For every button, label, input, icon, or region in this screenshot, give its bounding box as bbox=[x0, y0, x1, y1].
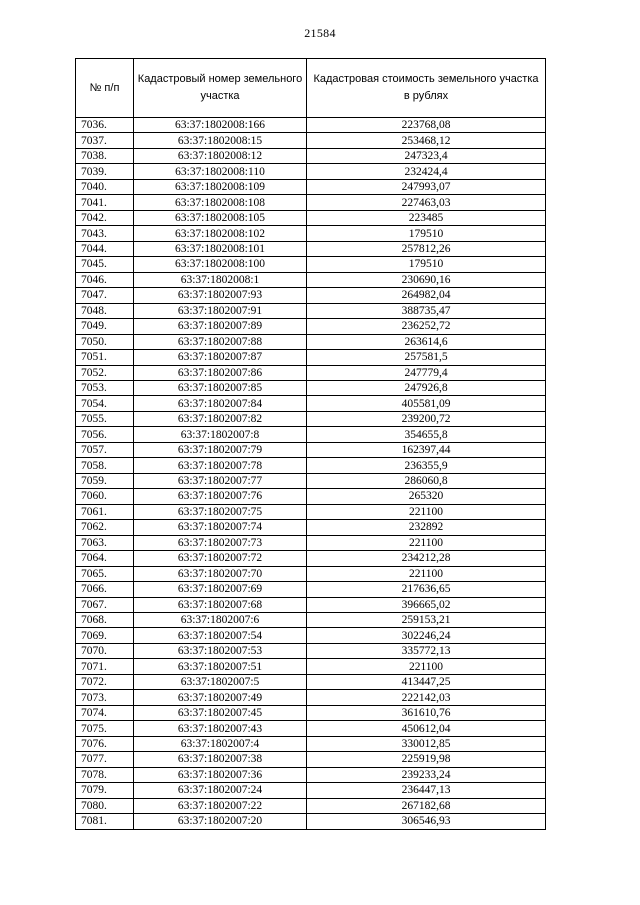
table-row bbox=[76, 814, 546, 829]
cadastral-number-cell: 63:37:1802007:36 bbox=[134, 767, 307, 782]
cadastral-number-cell: 63:37:1802007:70 bbox=[134, 566, 307, 581]
row-number-cell: 7068. bbox=[76, 613, 134, 628]
table-row bbox=[76, 334, 546, 349]
cadastral-value-cell: 265320 bbox=[307, 489, 546, 504]
row-number-cell: 7036. bbox=[76, 118, 134, 133]
table-row bbox=[76, 396, 546, 411]
cadastral-number-cell: 63:37:1802008:108 bbox=[134, 195, 307, 210]
row-number-cell: 7059. bbox=[76, 473, 134, 488]
row-number-cell: 7063. bbox=[76, 535, 134, 550]
cadastral-value-cell: 247926,8 bbox=[307, 380, 546, 395]
row-number-cell: 7072. bbox=[76, 674, 134, 689]
row-number-cell: 7044. bbox=[76, 241, 134, 256]
table-row bbox=[76, 535, 546, 550]
row-number-cell: 7046. bbox=[76, 272, 134, 287]
cadastral-number-cell: 63:37:1802007:53 bbox=[134, 643, 307, 658]
table-row bbox=[76, 613, 546, 628]
row-number-cell: 7065. bbox=[76, 566, 134, 581]
row-number-cell: 7076. bbox=[76, 736, 134, 751]
row-number-cell: 7077. bbox=[76, 752, 134, 767]
row-number-cell: 7051. bbox=[76, 350, 134, 365]
table-row bbox=[76, 767, 546, 782]
cadastral-value-cell: 388735,47 bbox=[307, 303, 546, 318]
cadastral-number-cell: 63:37:1802007:45 bbox=[134, 705, 307, 720]
cadastral-value-cell: 413447,25 bbox=[307, 674, 546, 689]
row-number-cell: 7062. bbox=[76, 520, 134, 535]
cadastral-number-cell: 63:37:1802007:72 bbox=[134, 551, 307, 566]
row-number-cell: 7064. bbox=[76, 551, 134, 566]
cadastral-value-cell: 236355,9 bbox=[307, 458, 546, 473]
table-row bbox=[76, 226, 546, 241]
cadastral-value-cell: 221100 bbox=[307, 504, 546, 519]
row-number-cell: 7075. bbox=[76, 721, 134, 736]
cadastral-value-cell: 232424,4 bbox=[307, 164, 546, 179]
cadastral-number-cell: 63:37:1802007:6 bbox=[134, 613, 307, 628]
cadastral-value-cell: 239200,72 bbox=[307, 411, 546, 426]
table-row bbox=[76, 133, 546, 148]
cadastral-value-cell: 179510 bbox=[307, 257, 546, 272]
cadastral-value-cell: 335772,13 bbox=[307, 643, 546, 658]
cadastral-number-cell: 63:37:1802007:75 bbox=[134, 504, 307, 519]
cadastral-value-cell: 221100 bbox=[307, 566, 546, 581]
cadastral-value-cell: 234212,28 bbox=[307, 551, 546, 566]
cadastral-number-cell: 63:37:1802008:15 bbox=[134, 133, 307, 148]
cadastral-value-cell: 405581,09 bbox=[307, 396, 546, 411]
cadastral-value-cell: 264982,04 bbox=[307, 288, 546, 303]
header-cadastral-value: Кадастровая стоимость земельного участка в рублях bbox=[307, 59, 546, 118]
cadastral-value-cell: 259153,21 bbox=[307, 613, 546, 628]
cadastral-number-cell: 63:37:1802007:93 bbox=[134, 288, 307, 303]
cadastral-value-cell: 223768,08 bbox=[307, 118, 546, 133]
cadastral-value-cell: 247323,4 bbox=[307, 148, 546, 163]
cadastral-value-cell: 257581,5 bbox=[307, 350, 546, 365]
cadastral-value-cell: 236447,13 bbox=[307, 783, 546, 798]
cadastral-number-cell: 63:37:1802007:82 bbox=[134, 411, 307, 426]
table-header bbox=[76, 59, 546, 118]
row-number-cell: 7081. bbox=[76, 814, 134, 829]
cadastral-value-cell: 263614,6 bbox=[307, 334, 546, 349]
cadastral-value-cell: 217636,65 bbox=[307, 582, 546, 597]
row-number-cell: 7040. bbox=[76, 179, 134, 194]
row-number-cell: 7058. bbox=[76, 458, 134, 473]
cadastral-number-cell: 63:37:1802008:110 bbox=[134, 164, 307, 179]
row-number-cell: 7074. bbox=[76, 705, 134, 720]
table-row bbox=[76, 798, 546, 813]
row-number-cell: 7067. bbox=[76, 597, 134, 612]
cadastral-number-cell: 63:37:1802007:49 bbox=[134, 690, 307, 705]
cadastral-value-cell: 302246,24 bbox=[307, 628, 546, 643]
row-number-cell: 7038. bbox=[76, 148, 134, 163]
table-row bbox=[76, 752, 546, 767]
cadastral-value-cell: 232892 bbox=[307, 520, 546, 535]
table-row bbox=[76, 736, 546, 751]
cadastral-number-cell: 63:37:1802007:51 bbox=[134, 659, 307, 674]
row-number-cell: 7069. bbox=[76, 628, 134, 643]
cadastral-value-cell: 450612,04 bbox=[307, 721, 546, 736]
table-row bbox=[76, 690, 546, 705]
row-number-cell: 7041. bbox=[76, 195, 134, 210]
row-number-cell: 7055. bbox=[76, 411, 134, 426]
cadastral-value-cell: 221100 bbox=[307, 659, 546, 674]
row-number-cell: 7073. bbox=[76, 690, 134, 705]
row-number-cell: 7060. bbox=[76, 489, 134, 504]
cadastral-value-cell: 247993,07 bbox=[307, 179, 546, 194]
cadastral-number-cell: 63:37:1802007:54 bbox=[134, 628, 307, 643]
row-number-cell: 7048. bbox=[76, 303, 134, 318]
table-row bbox=[76, 241, 546, 256]
row-number-cell: 7066. bbox=[76, 582, 134, 597]
row-number-cell: 7056. bbox=[76, 427, 134, 442]
table-row bbox=[76, 551, 546, 566]
table-row bbox=[76, 257, 546, 272]
row-number-cell: 7061. bbox=[76, 504, 134, 519]
row-number-cell: 7079. bbox=[76, 783, 134, 798]
table-row bbox=[76, 365, 546, 380]
cadastral-value-cell: 179510 bbox=[307, 226, 546, 241]
cadastral-number-cell: 63:37:1802007:77 bbox=[134, 473, 307, 488]
cadastral-value-cell: 227463,03 bbox=[307, 195, 546, 210]
cadastral-value-cell: 247779,4 bbox=[307, 365, 546, 380]
cadastral-number-cell: 63:37:1802007:8 bbox=[134, 427, 307, 442]
table-row bbox=[76, 597, 546, 612]
cadastral-number-cell: 63:37:1802008:101 bbox=[134, 241, 307, 256]
cadastral-value-cell: 354655,8 bbox=[307, 427, 546, 442]
table-row bbox=[76, 380, 546, 395]
cadastral-value-cell: 267182,68 bbox=[307, 798, 546, 813]
cadastral-number-cell: 63:37:1802008:105 bbox=[134, 210, 307, 225]
table-row bbox=[76, 520, 546, 535]
cadastral-number-cell: 63:37:1802008:109 bbox=[134, 179, 307, 194]
row-number-cell: 7049. bbox=[76, 319, 134, 334]
table-row bbox=[76, 288, 546, 303]
table-row bbox=[76, 566, 546, 581]
cadastral-value-cell: 286060,8 bbox=[307, 473, 546, 488]
header-row bbox=[76, 59, 546, 118]
cadastral-value-cell: 230690,16 bbox=[307, 272, 546, 287]
row-number-cell: 7037. bbox=[76, 133, 134, 148]
cadastral-number-cell: 63:37:1802007:73 bbox=[134, 535, 307, 550]
row-number-cell: 7039. bbox=[76, 164, 134, 179]
cadastral-number-cell: 63:37:1802008:166 bbox=[134, 118, 307, 133]
cadastral-value-cell: 253468,12 bbox=[307, 133, 546, 148]
row-number-cell: 7071. bbox=[76, 659, 134, 674]
cadastral-number-cell: 63:37:1802007:69 bbox=[134, 582, 307, 597]
row-number-cell: 7054. bbox=[76, 396, 134, 411]
table-row bbox=[76, 504, 546, 519]
table-row bbox=[76, 164, 546, 179]
table-row bbox=[76, 674, 546, 689]
table-row bbox=[76, 582, 546, 597]
cadastral-number-cell: 63:37:1802007:68 bbox=[134, 597, 307, 612]
cadastral-number-cell: 63:37:1802007:91 bbox=[134, 303, 307, 318]
table-row bbox=[76, 210, 546, 225]
table-row bbox=[76, 195, 546, 210]
cadastral-number-cell: 63:37:1802007:24 bbox=[134, 783, 307, 798]
cadastral-number-cell: 63:37:1802007:20 bbox=[134, 814, 307, 829]
table-row bbox=[76, 118, 546, 133]
table-row bbox=[76, 427, 546, 442]
cadastral-number-cell: 63:37:1802007:43 bbox=[134, 721, 307, 736]
table-row bbox=[76, 350, 546, 365]
row-number-cell: 7050. bbox=[76, 334, 134, 349]
row-number-cell: 7043. bbox=[76, 226, 134, 241]
table-row bbox=[76, 148, 546, 163]
table-row bbox=[76, 473, 546, 488]
row-number-cell: 7078. bbox=[76, 767, 134, 782]
table-row bbox=[76, 628, 546, 643]
cadastral-value-cell: 162397,44 bbox=[307, 442, 546, 457]
row-number-cell: 7080. bbox=[76, 798, 134, 813]
table-row bbox=[76, 442, 546, 457]
cadastral-value-cell: 221100 bbox=[307, 535, 546, 550]
table-body bbox=[76, 118, 546, 830]
cadastral-number-cell: 63:37:1802007:76 bbox=[134, 489, 307, 504]
cadastral-value-cell: 239233,24 bbox=[307, 767, 546, 782]
cadastral-number-cell: 63:37:1802007:4 bbox=[134, 736, 307, 751]
row-number-cell: 7052. bbox=[76, 365, 134, 380]
cadastral-value-cell: 361610,76 bbox=[307, 705, 546, 720]
row-number-cell: 7045. bbox=[76, 257, 134, 272]
table-row bbox=[76, 721, 546, 736]
table-row bbox=[76, 272, 546, 287]
cadastral-value-cell: 222142,03 bbox=[307, 690, 546, 705]
cadastral-value-cell: 396665,02 bbox=[307, 597, 546, 612]
page-number: 21584 bbox=[304, 26, 336, 40]
cadastral-number-cell: 63:37:1802008:12 bbox=[134, 148, 307, 163]
table-row bbox=[76, 179, 546, 194]
cadastral-value-table bbox=[75, 58, 546, 830]
row-number-cell: 7047. bbox=[76, 288, 134, 303]
row-number-cell: 7053. bbox=[76, 380, 134, 395]
table-row bbox=[76, 705, 546, 720]
table-row bbox=[76, 659, 546, 674]
cadastral-number-cell: 63:37:1802007:85 bbox=[134, 380, 307, 395]
cadastral-number-cell: 63:37:1802007:86 bbox=[134, 365, 307, 380]
cadastral-number-cell: 63:37:1802007:79 bbox=[134, 442, 307, 457]
cadastral-number-cell: 63:37:1802007:87 bbox=[134, 350, 307, 365]
table-row bbox=[76, 783, 546, 798]
cadastral-number-cell: 63:37:1802007:5 bbox=[134, 674, 307, 689]
cadastral-number-cell: 63:37:1802007:89 bbox=[134, 319, 307, 334]
table-row bbox=[76, 643, 546, 658]
cadastral-number-cell: 63:37:1802007:38 bbox=[134, 752, 307, 767]
cadastral-number-cell: 63:37:1802007:84 bbox=[134, 396, 307, 411]
cadastral-number-cell: 63:37:1802008:1 bbox=[134, 272, 307, 287]
table-row bbox=[76, 319, 546, 334]
row-number-cell: 7057. bbox=[76, 442, 134, 457]
row-number-cell: 7042. bbox=[76, 210, 134, 225]
header-row-number: № п/п bbox=[76, 59, 134, 118]
table-row bbox=[76, 411, 546, 426]
cadastral-value-cell: 223485 bbox=[307, 210, 546, 225]
cadastral-value-cell: 225919,98 bbox=[307, 752, 546, 767]
row-number-cell: 7070. bbox=[76, 643, 134, 658]
header-cadastral-number: Кадастровый номер земельного участка bbox=[134, 59, 307, 118]
cadastral-value-cell: 257812,26 bbox=[307, 241, 546, 256]
cadastral-value-cell: 330012,85 bbox=[307, 736, 546, 751]
cadastral-number-cell: 63:37:1802008:102 bbox=[134, 226, 307, 241]
table-row bbox=[76, 458, 546, 473]
cadastral-value-cell: 306546,93 bbox=[307, 814, 546, 829]
cadastral-number-cell: 63:37:1802007:22 bbox=[134, 798, 307, 813]
table-row bbox=[76, 303, 546, 318]
cadastral-number-cell: 63:37:1802007:78 bbox=[134, 458, 307, 473]
cadastral-number-cell: 63:37:1802007:74 bbox=[134, 520, 307, 535]
cadastral-number-cell: 63:37:1802007:88 bbox=[134, 334, 307, 349]
cadastral-number-cell: 63:37:1802008:100 bbox=[134, 257, 307, 272]
table-row bbox=[76, 489, 546, 504]
cadastral-value-cell: 236252,72 bbox=[307, 319, 546, 334]
